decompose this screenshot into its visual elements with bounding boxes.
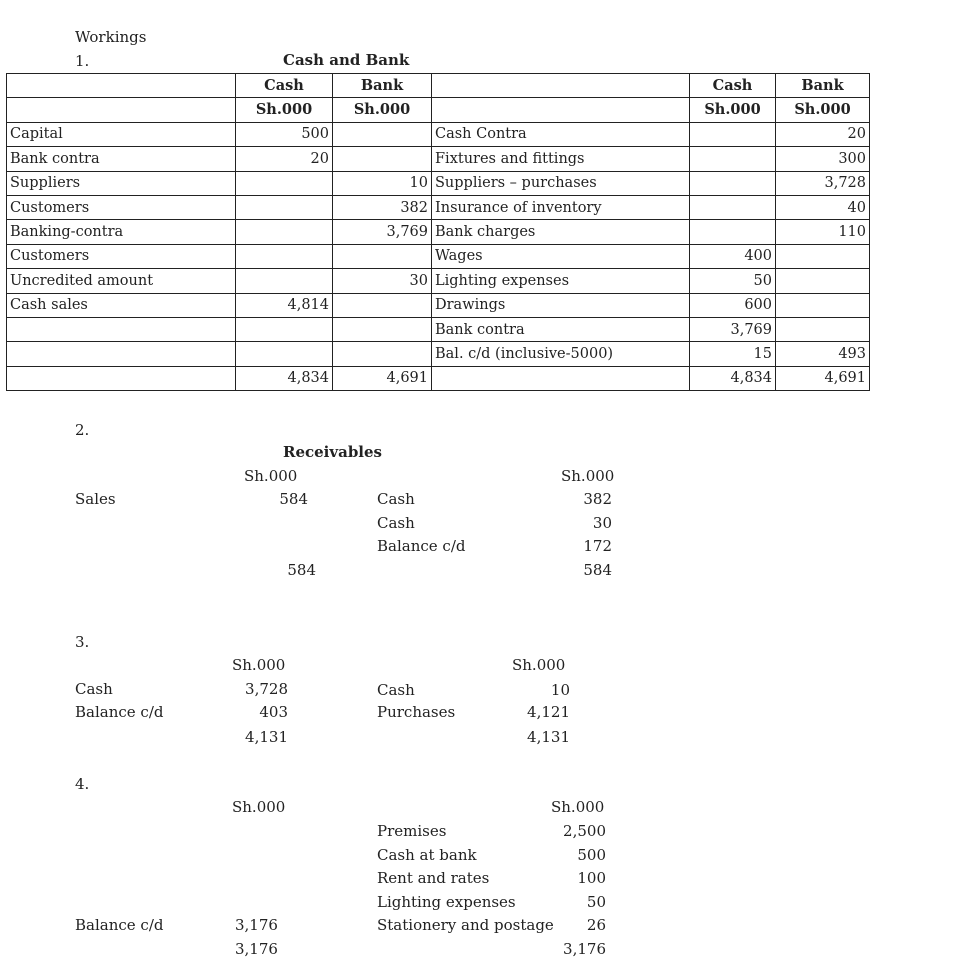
credit-label: Purchases (377, 703, 456, 721)
credit-label: Cash (377, 514, 415, 532)
debit-label: Bank contra (7, 147, 236, 171)
bank-value (776, 269, 870, 293)
table-cell (432, 98, 690, 122)
table-row (7, 244, 870, 268)
unit-header: Sh.000 (776, 98, 870, 122)
table-cell (432, 74, 690, 98)
bank-value: 110 (776, 220, 870, 244)
debit-label: Suppliers (7, 171, 236, 195)
bank-value: 3,728 (776, 171, 870, 195)
left-total: 4,131 (245, 728, 288, 746)
cash-value (236, 342, 333, 366)
cash-value: 4,834 (690, 366, 776, 390)
credit-label (432, 366, 690, 390)
bank-value (776, 293, 870, 317)
credit-label: Balance c/d (377, 537, 466, 555)
left-unit-header: Sh.000 (232, 656, 286, 674)
debit-label (7, 342, 236, 366)
debit-label: Uncredited amount (7, 269, 236, 293)
debit-label: Cash sales (7, 293, 236, 317)
bank-value: 3,769 (333, 220, 432, 244)
right-unit-header: Sh.000 (561, 467, 615, 485)
table-row (7, 269, 870, 293)
table-row (7, 293, 870, 317)
left-total: 584 (287, 561, 316, 579)
bank-value (333, 317, 432, 341)
bank-value (333, 342, 432, 366)
working-4-number: 4. (75, 775, 90, 793)
credit-value: 500 (577, 846, 606, 864)
credit-label: Suppliers – purchases (432, 171, 690, 195)
left-total: 3,176 (235, 940, 278, 958)
credit-value: 26 (586, 916, 606, 934)
table-cell (7, 98, 236, 122)
debit-value: 3,728 (245, 680, 288, 698)
left-unit-header: Sh.000 (232, 798, 286, 816)
credit-value: 2,500 (563, 822, 606, 840)
credit-label: Lighting expenses (432, 269, 690, 293)
bank-value (333, 244, 432, 268)
cash-value (236, 317, 333, 341)
credit-label: Bank contra (432, 317, 690, 341)
bank-column-header: Bank (333, 74, 432, 98)
credit-label: Fixtures and fittings (432, 147, 690, 171)
credit-value: 10 (550, 681, 570, 699)
credit-label: Cash (377, 490, 415, 508)
left-unit-header: Sh.000 (244, 467, 298, 485)
cash-value: 4,814 (236, 293, 333, 317)
bank-value (333, 122, 432, 146)
debit-label (7, 366, 236, 390)
bank-value: 10 (333, 171, 432, 195)
balance-label: Balance c/d (75, 916, 164, 934)
cash-value (236, 195, 333, 219)
credit-label: Drawings (432, 293, 690, 317)
credit-value: 50 (586, 893, 606, 911)
table-unit-row (7, 98, 870, 122)
bank-value: 382 (333, 195, 432, 219)
credit-label: Wages (432, 244, 690, 268)
table-cell (7, 74, 236, 98)
bank-value (776, 244, 870, 268)
right-unit-header: Sh.000 (551, 798, 605, 816)
cash-value (690, 195, 776, 219)
right-unit-header: Sh.000 (512, 656, 566, 674)
balance-value: 3,176 (235, 916, 278, 934)
bank-column-header: Bank (776, 74, 870, 98)
credit-label: Rent and rates (377, 869, 490, 887)
bank-value (333, 147, 432, 171)
bank-value (333, 293, 432, 317)
bank-value: 4,691 (776, 366, 870, 390)
table-row (7, 122, 870, 146)
right-total: 3,176 (563, 940, 606, 958)
cash-and-bank-title: Cash and Bank (283, 51, 410, 69)
table-row (7, 171, 870, 195)
credit-label: Insurance of inventory (432, 195, 690, 219)
receivables-title: Receivables (283, 443, 382, 461)
table-row (7, 317, 870, 341)
credit-label: Premises (377, 822, 447, 840)
table-row (7, 147, 870, 171)
debit-label: Capital (7, 122, 236, 146)
sales-label: Sales (75, 490, 116, 508)
sales-value: 584 (279, 490, 308, 508)
debit-label: Cash (75, 680, 113, 698)
cash-column-header: Cash (690, 74, 776, 98)
totals-row (7, 366, 870, 390)
cash-value: 3,769 (690, 317, 776, 341)
credit-label: Cash Contra (432, 122, 690, 146)
working-3-number: 3. (75, 633, 90, 651)
table-header-row (7, 74, 870, 98)
credit-label: Cash (377, 681, 415, 699)
workings-heading: Workings (75, 28, 147, 46)
credit-value: 172 (583, 537, 612, 555)
cash-value (236, 269, 333, 293)
cash-value (690, 220, 776, 244)
credit-value: 30 (592, 514, 612, 532)
credit-value: 100 (577, 869, 606, 887)
bank-value: 20 (776, 122, 870, 146)
unit-header: Sh.000 (333, 98, 432, 122)
bank-value: 300 (776, 147, 870, 171)
debit-label (7, 317, 236, 341)
credit-label: Bank charges (432, 220, 690, 244)
table-row (7, 342, 870, 366)
cash-value: 20 (236, 147, 333, 171)
debit-label: Customers (7, 195, 236, 219)
debit-label: Banking-contra (7, 220, 236, 244)
cash-and-bank-table (6, 73, 870, 391)
credit-label: Bal. c/d (inclusive-5000) (432, 342, 690, 366)
cash-value (690, 171, 776, 195)
cash-value (690, 147, 776, 171)
cash-value: 400 (690, 244, 776, 268)
cash-value (236, 220, 333, 244)
credit-value: 4,121 (527, 703, 570, 721)
working-2-number: 2. (75, 421, 90, 439)
bank-value (776, 317, 870, 341)
credit-value: 382 (583, 490, 612, 508)
table-row (7, 220, 870, 244)
right-total: 4,131 (527, 728, 570, 746)
cash-value (236, 171, 333, 195)
credit-label: Lighting expenses (377, 893, 516, 911)
debit-value: 403 (259, 703, 288, 721)
cash-value: 500 (236, 122, 333, 146)
cash-value: 4,834 (236, 366, 333, 390)
cash-value: 600 (690, 293, 776, 317)
cash-column-header: Cash (236, 74, 333, 98)
working-1-number: 1. (75, 52, 90, 70)
debit-label: Customers (7, 244, 236, 268)
credit-label: Stationery and postage (377, 916, 554, 934)
cash-value: 15 (690, 342, 776, 366)
bank-value: 40 (776, 195, 870, 219)
cash-value (690, 122, 776, 146)
table-row (7, 195, 870, 219)
unit-header: Sh.000 (236, 98, 333, 122)
right-total: 584 (583, 561, 612, 579)
cash-value (236, 244, 333, 268)
bank-value: 493 (776, 342, 870, 366)
bank-value: 4,691 (333, 366, 432, 390)
credit-label: Cash at bank (377, 846, 477, 864)
bank-value: 30 (333, 269, 432, 293)
debit-label: Balance c/d (75, 703, 164, 721)
unit-header: Sh.000 (690, 98, 776, 122)
cash-value: 50 (690, 269, 776, 293)
